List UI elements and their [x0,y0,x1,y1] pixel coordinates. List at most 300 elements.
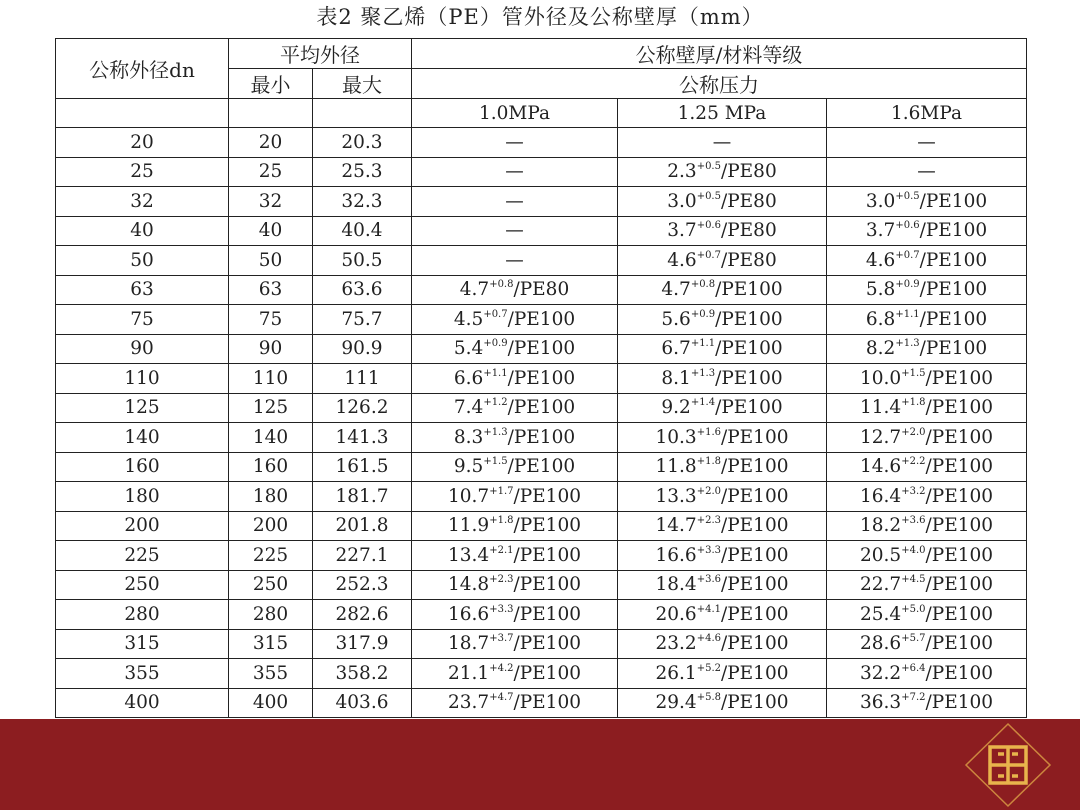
tolerance: +4.0 [901,544,926,556]
material-grade: /PE100 [513,633,581,655]
material-grade: /PE100 [925,603,994,625]
wall-thickness-cell-2 [618,187,827,217]
wall-thickness-cell-2 [618,570,827,600]
material-grade: /PE100 [919,308,988,330]
thickness-value: — [505,249,524,271]
table-row [56,275,1027,305]
tolerance: +4.2 [489,662,514,674]
tolerance: +4.5 [901,574,926,586]
thickness-value: 4.6 [667,249,697,271]
thickness-value: 3.0 [667,190,697,212]
tolerance: +0.6 [895,220,920,232]
wall-thickness-cell-2 [618,216,827,246]
max-od-cell: 25.3 [313,157,412,187]
thickness-value: 9.2 [661,397,691,419]
material-grade: /PE100 [507,308,576,330]
wall-thickness-cell-1 [412,305,618,335]
max-od-cell: 50.5 [313,246,412,276]
tolerance: +3.2 [901,485,926,497]
wall-thickness-cell-2 [618,275,827,305]
max-od-cell: 90.9 [313,334,412,364]
wall-thickness-cell-3 [827,659,1027,689]
dn-cell: 140 [56,423,229,453]
wall-thickness-cell-2 [618,600,827,630]
table-row [56,393,1027,423]
dn-cell: 225 [56,541,229,571]
wall-thickness-cell-2 [618,157,827,187]
header-row-3 [56,99,1027,128]
max-od-cell: 181.7 [313,482,412,512]
material-grade: /PE100 [513,515,581,537]
wall-thickness-cell-1 [412,688,618,718]
tolerance: +3.3 [696,544,721,556]
thickness-value: 3.0 [865,190,896,212]
thickness-value: 8.2 [865,338,896,360]
thickness-value: 36.3 [860,692,902,714]
material-grade: /PE100 [507,338,576,360]
tolerance: +1.3 [895,338,920,350]
max-od-cell: 111 [313,364,412,394]
wall-thickness-cell-3 [827,275,1027,305]
tolerance: +4.6 [696,633,721,645]
thickness-value: 22.7 [860,574,902,596]
tolerance: +0.7 [483,308,508,320]
thickness-value: 18.7 [448,633,490,655]
dn-cell: 63 [56,275,229,305]
wall-thickness-cell-3 [827,334,1027,364]
thickness-value: 11.9 [448,515,490,537]
wall-thickness-cell-3 [827,216,1027,246]
min-od-cell: 315 [229,629,313,659]
tolerance: +0.8 [690,279,716,291]
material-grade: /PE100 [721,662,789,684]
max-header: 最大 [313,69,412,99]
header-row-1 [56,39,1027,69]
min-od-cell: 225 [229,541,313,571]
table-row [56,570,1027,600]
wall-thickness-cell-3 [827,600,1027,630]
pipe-spec-table [55,38,1027,718]
table-row [56,305,1027,335]
wall-thickness-cell-2 [618,541,827,571]
dn-cell: 32 [56,187,229,217]
tolerance: +1.6 [696,426,721,438]
table-row [56,246,1027,276]
tolerance: +0.5 [696,161,721,173]
material-grade: /PE100 [721,544,789,566]
wall-thickness-cell-1 [412,275,618,305]
thickness-value: 25.4 [860,603,902,625]
wall-thickness-cell-3 [827,541,1027,571]
thickness-value: 3.7 [667,220,697,242]
tolerance: +2.2 [901,456,926,468]
thickness-value: 10.0 [860,367,902,389]
wall-thickness-cell-2 [618,128,827,158]
table-row [56,600,1027,630]
material-grade: /PE100 [507,397,576,419]
table-body [56,39,1027,718]
material-grade: /PE100 [507,367,576,389]
wall-thickness-header: 公称壁厚/材料等级 [412,39,1027,69]
max-od-cell: 282.6 [313,600,412,630]
thickness-value: 4.7 [661,279,691,301]
empty-header-cell [229,99,313,128]
max-od-cell: 63.6 [313,275,412,305]
wall-thickness-cell-1 [412,334,618,364]
tolerance: +2.0 [696,485,721,497]
tolerance: +1.5 [901,367,926,379]
table-row [56,128,1027,158]
wall-thickness-cell-3 [827,482,1027,512]
min-od-cell: 40 [229,216,313,246]
wall-thickness-cell-1 [412,629,618,659]
thickness-value: 14.8 [448,574,490,596]
dn-cell: 400 [56,688,229,718]
max-od-cell: 201.8 [313,511,412,541]
tolerance: +4.1 [696,603,721,615]
empty-header-cell [56,99,229,128]
min-od-cell: 20 [229,128,313,158]
wall-thickness-cell-2 [618,334,827,364]
dn-cell: 180 [56,482,229,512]
thickness-value: 11.8 [655,456,697,478]
material-grade: /PE100 [919,249,988,271]
material-grade: /PE100 [513,662,581,684]
dn-cell: 110 [56,364,229,394]
thickness-value: 32.2 [860,662,902,684]
thickness-value: 23.7 [448,692,490,714]
material-grade: /PE100 [513,603,581,625]
material-grade: /PE100 [507,426,576,448]
tolerance: +2.1 [489,544,514,556]
dn-cell: 90 [56,334,229,364]
thickness-value: 6.7 [661,338,691,360]
min-od-cell: 355 [229,659,313,689]
max-od-cell: 403.6 [313,688,412,718]
table-row [56,452,1027,482]
pressure-3-header: 1.6MPa [827,99,1027,128]
dn-cell: 40 [56,216,229,246]
dn-cell: 160 [56,452,229,482]
thickness-value: 29.4 [655,692,697,714]
min-od-cell: 110 [229,364,313,394]
wall-thickness-cell-1 [412,216,618,246]
wall-thickness-cell-1 [412,364,618,394]
material-grade: /PE100 [925,397,994,419]
material-grade: /PE100 [919,279,988,301]
material-grade: /PE100 [721,456,789,478]
tolerance: +0.7 [696,249,721,261]
tolerance: +1.3 [483,426,508,438]
table-row [56,541,1027,571]
material-grade: /PE80 [720,190,777,212]
min-od-cell: 32 [229,187,313,217]
max-od-cell: 252.3 [313,570,412,600]
max-od-cell: 358.2 [313,659,412,689]
thickness-value: 10.3 [655,426,697,448]
min-od-cell: 90 [229,334,313,364]
material-grade: /PE100 [721,485,789,507]
wall-thickness-cell-1 [412,128,618,158]
material-grade: /PE100 [507,456,576,478]
avg-od-header: 平均外径 [229,39,412,69]
material-grade: /PE100 [721,633,789,655]
wall-thickness-cell-1 [412,157,618,187]
tolerance: +1.1 [895,308,920,320]
wall-thickness-cell-2 [618,688,827,718]
thickness-value: 8.3 [453,426,484,448]
tolerance: +1.7 [489,485,514,497]
min-od-cell: 200 [229,511,313,541]
tolerance: +1.8 [901,397,926,409]
dn-cell: 200 [56,511,229,541]
thickness-value: 5.8 [865,279,896,301]
thickness-value: 23.2 [655,633,697,655]
thickness-value: — [917,161,936,183]
material-grade: /PE100 [721,515,789,537]
material-grade: /PE100 [513,485,581,507]
material-grade: /PE100 [925,692,994,714]
tolerance: +1.8 [696,456,721,468]
table-row [56,659,1027,689]
dn-cell: 315 [56,629,229,659]
wall-thickness-cell-1 [412,393,618,423]
tolerance: +1.3 [690,367,716,379]
thickness-value: 4.5 [453,308,484,330]
max-od-cell: 141.3 [313,423,412,453]
min-od-cell: 160 [229,452,313,482]
wall-thickness-cell-2 [618,511,827,541]
wall-thickness-cell-3 [827,246,1027,276]
thickness-value: 6.8 [865,308,896,330]
wall-thickness-cell-2 [618,452,827,482]
material-grade: /PE100 [721,692,789,714]
tolerance: +1.8 [489,515,514,527]
min-od-cell: 280 [229,600,313,630]
wall-thickness-cell-1 [412,246,618,276]
thickness-value: 13.4 [448,544,490,566]
tolerance: +1.5 [483,456,508,468]
wall-thickness-cell-3 [827,364,1027,394]
min-od-cell: 140 [229,423,313,453]
wall-thickness-cell-3 [827,511,1027,541]
table-row [56,629,1027,659]
thickness-value: 8.1 [661,367,691,389]
material-grade: /PE100 [925,426,994,448]
wall-thickness-cell-2 [618,393,827,423]
dn-cell: 125 [56,393,229,423]
tolerance: +0.9 [483,338,508,350]
wall-thickness-cell-2 [618,482,827,512]
material-grade: /PE100 [513,544,581,566]
wall-thickness-cell-1 [412,423,618,453]
max-od-cell: 32.3 [313,187,412,217]
material-grade: /PE100 [721,426,789,448]
thickness-value: — [712,131,732,153]
max-od-cell: 20.3 [313,128,412,158]
table-row [56,216,1027,246]
thickness-value: 28.6 [860,633,902,655]
material-grade: /PE100 [715,367,783,389]
thickness-value: 5.6 [661,308,691,330]
table-row [56,157,1027,187]
material-grade: /PE80 [720,161,777,183]
table-title: 表2 聚乙烯（PE）管外径及公称壁厚（mm） [316,5,764,29]
wall-thickness-cell-1 [412,570,618,600]
tolerance: +0.5 [696,190,721,202]
tolerance: +1.4 [690,397,716,409]
min-od-cell: 125 [229,393,313,423]
material-grade: /PE100 [925,515,994,537]
dn-cell: 20 [56,128,229,158]
min-header: 最小 [229,69,313,99]
thickness-value: 26.1 [655,662,697,684]
wall-thickness-cell-3 [827,688,1027,718]
wall-thickness-cell-3 [827,393,1027,423]
material-grade: /PE100 [715,279,783,301]
wall-thickness-cell-2 [618,305,827,335]
table-row [56,511,1027,541]
thickness-value: 21.1 [448,662,490,684]
material-grade: /PE100 [513,692,581,714]
wall-thickness-cell-1 [412,659,618,689]
wall-thickness-cell-1 [412,600,618,630]
thickness-value: 11.4 [860,397,902,419]
thickness-value: 2.3 [667,161,697,183]
wall-thickness-cell-3 [827,423,1027,453]
material-grade: /PE100 [925,633,994,655]
thickness-value: 6.6 [453,367,484,389]
wall-thickness-cell-2 [618,246,827,276]
tolerance: +5.2 [696,662,721,674]
min-od-cell: 25 [229,157,313,187]
material-grade: /PE100 [925,367,994,389]
material-grade: /PE100 [513,574,581,596]
thickness-value: 16.6 [655,544,697,566]
tolerance: +0.9 [895,279,920,291]
material-grade: /PE100 [919,338,988,360]
dn-cell: 355 [56,659,229,689]
tolerance: +5.0 [901,603,926,615]
wall-thickness-cell-3 [827,187,1027,217]
material-grade: /PE80 [513,279,570,301]
tolerance: +1.1 [483,367,508,379]
material-grade: /PE80 [720,249,777,271]
thickness-value: 13.3 [655,485,697,507]
pressure-1-header: 1.0MPa [412,99,618,128]
material-grade: /PE100 [715,397,783,419]
tolerance: +3.6 [901,515,926,527]
thickness-value: — [505,131,524,153]
table-row [56,688,1027,718]
tolerance: +0.8 [489,279,514,291]
thickness-value: — [917,131,936,153]
thickness-value: 18.4 [655,574,697,596]
dn-cell: 50 [56,246,229,276]
table-row [56,334,1027,364]
thickness-value: 20.5 [860,544,902,566]
wall-thickness-cell-2 [618,629,827,659]
tolerance: +4.7 [489,692,514,704]
tolerance: +3.6 [696,574,721,586]
table-row [56,187,1027,217]
dn-header: 公称外径dn [56,39,229,99]
max-od-cell: 161.5 [313,452,412,482]
thickness-value: — [505,220,524,242]
min-od-cell: 250 [229,570,313,600]
wall-thickness-cell-1 [412,541,618,571]
min-od-cell: 400 [229,688,313,718]
material-grade: /PE100 [721,574,789,596]
dn-cell: 25 [56,157,229,187]
thickness-value: 14.7 [655,515,697,537]
thickness-value: 16.4 [860,485,902,507]
wall-thickness-cell-3 [827,570,1027,600]
table-row [56,482,1027,512]
table-row [56,423,1027,453]
tolerance: +6.4 [901,662,926,674]
max-od-cell: 40.4 [313,216,412,246]
max-od-cell: 75.7 [313,305,412,335]
pressure-2-header: 1.25 MPa [618,99,827,128]
material-grade: /PE100 [925,544,994,566]
wall-thickness-cell-1 [412,511,618,541]
thickness-value: 3.7 [865,220,896,242]
material-grade: /PE80 [720,220,777,242]
thickness-value: — [505,161,524,183]
thickness-value: 5.4 [453,338,484,360]
wall-thickness-cell-1 [412,187,618,217]
wall-thickness-cell-1 [412,452,618,482]
material-grade: /PE100 [715,308,783,330]
tolerance: +0.9 [690,308,716,320]
thickness-value: 20.6 [655,603,697,625]
wall-thickness-cell-3 [827,452,1027,482]
dn-cell: 280 [56,600,229,630]
wall-thickness-cell-2 [618,659,827,689]
thickness-value: 9.5 [453,456,484,478]
table-row [56,364,1027,394]
wall-thickness-cell-1 [412,482,618,512]
thickness-value: 16.6 [448,603,490,625]
tolerance: +2.0 [901,426,926,438]
pressure-header: 公称压力 [412,69,1027,99]
thickness-value: 4.6 [865,249,896,271]
dn-cell: 250 [56,570,229,600]
wall-thickness-cell-3 [827,305,1027,335]
empty-header-cell [313,99,412,128]
wall-thickness-cell-2 [618,364,827,394]
wall-thickness-cell-3 [827,157,1027,187]
min-od-cell: 180 [229,482,313,512]
max-od-cell: 126.2 [313,393,412,423]
thickness-value: — [505,190,524,212]
tolerance: +0.6 [696,220,721,232]
wall-thickness-cell-2 [618,423,827,453]
thickness-value: 14.6 [860,456,902,478]
dn-cell: 75 [56,305,229,335]
thickness-value: 4.7 [459,279,490,301]
tolerance: +5.8 [696,692,721,704]
material-grade: /PE100 [721,603,789,625]
tolerance: +1.2 [483,397,508,409]
max-od-cell: 317.9 [313,629,412,659]
lattice-emblem-icon [960,720,1056,810]
thickness-value: 12.7 [860,426,902,448]
thickness-value: 7.4 [453,397,484,419]
tolerance: +2.3 [489,574,514,586]
tolerance: +3.7 [489,633,514,645]
